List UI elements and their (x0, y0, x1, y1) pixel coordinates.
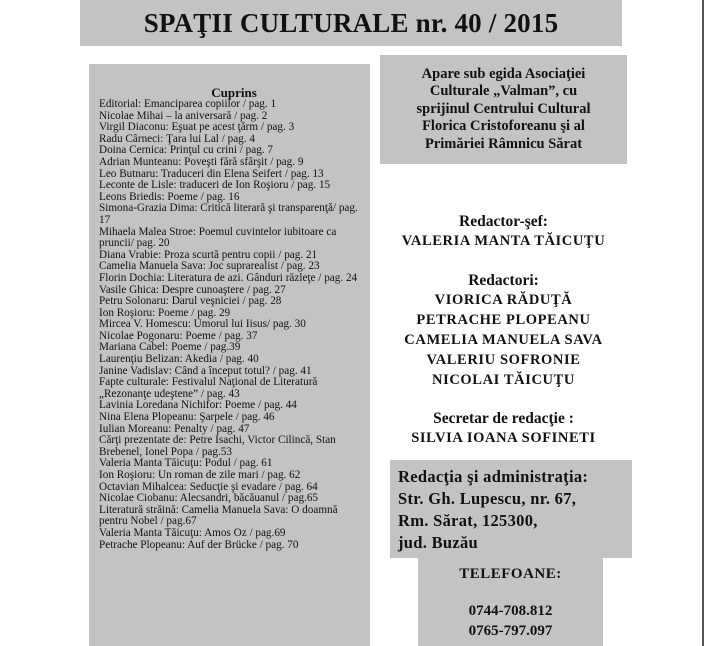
toc-item: Petru Solonaru: Darul veşniciei / pag. 28 (99, 295, 282, 308)
editor-name: VIORICA RĂDUŢĂ (434, 292, 573, 308)
editor-in-chief-name: VALERIA MANTA TĂICUŢU (401, 233, 606, 249)
phone-number: 0744-708.812 (468, 603, 553, 619)
toc-item: Doina Cernica: Prinţul cu crini / pag. 7 (99, 144, 273, 157)
toc-item: Valeria Manta Tăicuţu: Podul / pag. 61 (99, 457, 273, 470)
editor-name: NICOLAI TĂICUŢU (432, 372, 575, 388)
administration-line: jud. Buzău (398, 533, 479, 552)
toc-item: Mariana Cabel: Poeme / pag.39 (99, 341, 241, 354)
toc-item: Camelia Manuela Sava: Joc suprarealist / pag. 23 (99, 260, 320, 273)
editor-name: PETRACHE PLOPEANU (416, 312, 591, 328)
toc-item: Simona-Grazia Dima: Critică literară şi transparenţă/ pag. 17 (99, 202, 358, 226)
title-banner (80, 0, 622, 46)
toc-item: Nicolae Mihai – la aniversară / pag. 2 (99, 109, 268, 122)
toc-item: Editorial: Emanciparea copiilor / pag. 1 (99, 98, 277, 110)
administration-line: Rm. Sărat, 125300, (398, 511, 538, 530)
toc-item: Valeria Manta Tăicuţu: Amos Oz / pag.69 (99, 526, 286, 539)
sponsorship-text (410, 66, 596, 154)
editor-name: VALERIU SOFRONIE (426, 352, 581, 368)
toc-item: Nicolae Ciobanu: Alecsandri, băcăuanul / pag.65 (99, 492, 319, 505)
phones-box (418, 558, 603, 646)
toc-item: Radu Cârneci: Ţara lui Lal / pag. 4 (99, 132, 255, 145)
sponsorship-line: sprijinul Centrului Cultural (416, 100, 591, 117)
toc-item: Mircea V. Homescu: Umorul lui Iisus/ pag. 30 (99, 318, 306, 331)
editor-in-chief-block (380, 213, 627, 251)
toc-item: Mihaela Malea Stroe: Poemul cuvintelor iubitoare ca pruncii/ pag. 20 (99, 225, 337, 250)
toc-item: Janine Vadislav: Când a început totul? / pag. 41 (99, 364, 312, 377)
toc-item: Ion Roşioru: Un roman de zile mari / pag. 62 (99, 469, 301, 481)
toc-item: Vasile Ghica: Despre cunoaştere / pag. 27 (99, 283, 286, 296)
toc-item: Literatură străină: Camelia Manuela Sava: O doamnă pentru Nobel / pag.67 (99, 503, 338, 528)
toc-item: Octavian Mihalcea: Seducţie şi evadare / pag. 64 (99, 480, 318, 493)
toc-item: Ion Roşioru: Poeme / pag. 29 (99, 306, 231, 319)
table-of-contents (89, 64, 370, 646)
sponsorship-line: Apare sub egida Asociaţiei (421, 65, 586, 82)
toc-list (99, 99, 370, 551)
sponsorship-box (380, 55, 627, 164)
secretary-block (380, 410, 627, 448)
toc-item: Petrache Plopeanu: Auf der Brücke / pag. 70 (99, 538, 299, 551)
editors-label: Redactori: (468, 272, 539, 289)
phones-label: TELEFOANE: (459, 566, 562, 582)
toc-item: Leo Butnaru: Traduceri din Elena Seifert / pag. 13 (99, 167, 324, 180)
toc-item: Adrian Munteanu: Poveşti fără sfârşit / pag. 9 (99, 155, 304, 168)
magazine-title: SPAŢII CULTURALE nr. 40 / 2015 (143, 7, 559, 38)
toc-item: Nina Elena Plopeanu: Şarpele / pag. 46 (99, 411, 275, 424)
administration-line: Redacţia şi administraţia: (398, 467, 589, 486)
toc-heading: Cuprins (211, 85, 257, 100)
toc-item: Leconte de Lisle: traduceri de Ion Roşioru / pag. 15 (99, 179, 331, 192)
sponsorship-line: Culturale „Valman”, cu (429, 83, 578, 100)
toc-item: Diana Vrabie: Proza scurtă pentru copii / pag. 21 (99, 248, 318, 261)
sponsorship-line: Primăriei Râmnicu Sărat (424, 135, 583, 152)
toc-item: Laurenţiu Belizan: Akedia / pag. 40 (99, 353, 259, 366)
sponsorship-line: Florica Cristoforeanu şi al (422, 118, 585, 135)
toc-item: Iulian Moreanu: Penalty / pag. 47 (99, 422, 250, 435)
toc-item: Virgil Diaconu: Eşuat pe acest ţărm / pag. 3 (99, 121, 295, 134)
phone-number: 0765-797.097 (468, 623, 553, 639)
editor-in-chief-label: Redactor-şef: (459, 213, 548, 230)
toc-item: Leons Briedis: Poeme / pag. 16 (99, 190, 240, 203)
administration-box (390, 460, 632, 558)
secretary-name: SILVIA IOANA SOFINETI (411, 430, 596, 446)
editors-block (380, 272, 627, 390)
toc-item: Nicolae Pogonaru: Poeme / pag. 37 (99, 329, 258, 342)
toc-item: Cărţi prezentate de: Petre Isachi, Victor Cilincă, Stan Brebenel, Ionel Popa / pag.53 (99, 434, 336, 458)
secretary-label: Secretar de redacţie : (433, 410, 574, 427)
toc-item: Lavinia Loredana Nichifor: Poeme / pag. 44 (99, 399, 297, 412)
editor-name: CAMELIA MANUELA SAVA (404, 332, 603, 348)
toc-item: Fapte culturale: Festivalul Naţional de Literatură „Rezonanţe udeştene” / pag. 43 (99, 376, 318, 400)
administration-line: Str. Gh. Lupescu, nr. 67, (398, 489, 577, 508)
toc-item: Florin Dochia: Literatura de azi. Gânduri răzleţe / pag. 24 (99, 271, 358, 284)
